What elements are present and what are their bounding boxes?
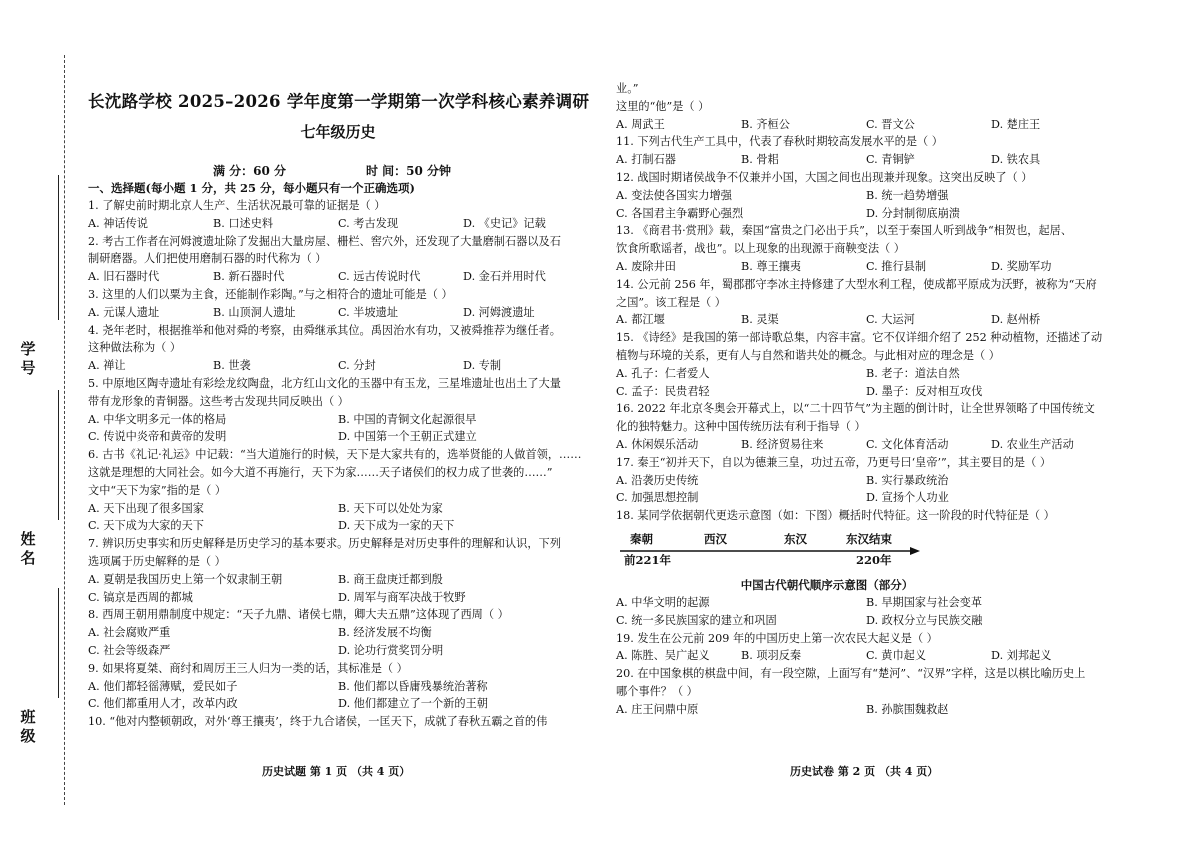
answer-option[interactable]: A. 沿袭历史传统 — [616, 473, 699, 487]
question-stem: 11. 下列古代生产工具中，代表了春秋时期较高发展水平的是（ ） — [616, 135, 943, 149]
question-stem: 化的独特魅力。这种中国传统历法有利于指导（ ） — [616, 420, 866, 434]
answer-option[interactable]: A. 孔子：仁者爱人 — [616, 366, 710, 380]
answer-option[interactable]: C. 加强思想控制 — [616, 491, 699, 505]
answer-option[interactable]: A. 他们都轻徭薄赋，爱民如子 — [88, 679, 238, 693]
answer-option[interactable]: D. 金石并用时代 — [463, 270, 546, 284]
answer-option[interactable]: A. 元谋人遗址 — [88, 305, 160, 319]
answer-option[interactable]: D. 论功行赏奖罚分明 — [338, 643, 444, 657]
binding-margin — [0, 0, 66, 850]
answer-option[interactable]: C. 孟子：民贵君轻 — [616, 384, 710, 398]
answer-option[interactable]: D. 政权分立与民族交融 — [866, 613, 983, 627]
option-row — [616, 647, 1118, 665]
answer-option[interactable]: C. 考古发现 — [338, 216, 399, 230]
answer-option[interactable]: D. 刘邦起义 — [991, 649, 1052, 663]
answer-option[interactable]: C. 社会等级森严 — [88, 643, 171, 657]
section-heading: 一、选择题(每小题 1 分，共 25 分，每小题只有一个正确选项) — [88, 181, 415, 195]
student-id-label: 学 号 — [20, 340, 36, 377]
option-row — [88, 357, 588, 375]
answer-option[interactable]: B. 齐桓公 — [741, 117, 790, 131]
answer-option[interactable]: D. 天下成为一家的天下 — [338, 519, 455, 533]
question-stem: 1. 了解史前时期北京人生产、生活状况最可靠的证据是（ ） — [88, 199, 386, 212]
answer-option[interactable]: C. 各国君主争霸野心强烈 — [616, 206, 744, 220]
page-1 — [88, 0, 588, 731]
option-row — [88, 500, 588, 518]
option-row — [616, 258, 1118, 276]
answer-option[interactable]: B. 尊王攘夷 — [741, 259, 802, 273]
answer-option[interactable]: B. 中国的青铜文化起源很早 — [338, 412, 477, 426]
question-stem: 带有龙形象的青铜器。这些考古发现共同反映出（ ） — [88, 394, 349, 408]
answer-option[interactable]: A. 打制石器 — [616, 153, 676, 167]
question-stem: 5. 中原地区陶寺遗址有彩绘龙纹陶盘，北方红山文化的玉器中有玉龙，三星堆遗址也出土了大量 — [88, 376, 561, 390]
answer-option[interactable]: D. 中国第一个王朝正式建立 — [338, 430, 477, 444]
answer-option[interactable]: B. 实行暴政统治 — [866, 473, 949, 487]
question-stem: 18. 某同学依据朝代更迭示意图（如：下图）概括时代特征。这一阶段的时代特征是（ ） — [616, 509, 1055, 523]
question-list — [616, 594, 1118, 719]
option-row — [88, 517, 588, 535]
answer-option[interactable]: C. 半坡遗址 — [338, 305, 399, 319]
option-row — [88, 304, 588, 322]
page-2-footer: 历史试卷 第 2 页 （共 4 页） — [790, 765, 939, 778]
option-row — [88, 642, 588, 660]
student-name-label: 姓 名 — [20, 530, 36, 567]
option-row — [88, 589, 588, 607]
answer-option[interactable]: A. 废除井田 — [616, 259, 676, 273]
answer-option[interactable]: D. 周军与商军决战于牧野 — [338, 590, 466, 604]
answer-option[interactable]: C. 镐京是西周的都城 — [88, 590, 193, 604]
answer-option[interactable]: B. 经济发展不均衡 — [338, 626, 432, 640]
answer-option[interactable]: C. 推行县制 — [866, 259, 927, 273]
answer-option[interactable]: A. 中华文明多元一体的格局 — [88, 412, 227, 426]
timeline-caption: 中国古代朝代顺序示意图（部分） — [740, 577, 914, 592]
full-score: 满 分：60 分 — [213, 164, 287, 178]
question-stem: 制研磨器。人们把使用磨制石器的时代称为（ ） — [88, 252, 327, 266]
answer-option[interactable]: A. 中华文明的起源 — [616, 595, 710, 609]
answer-option[interactable]: C. 传说中炎帝和黄帝的发明 — [88, 430, 227, 444]
timeline-label: 西汉 — [704, 531, 727, 546]
option-row — [88, 624, 588, 642]
answer-option[interactable]: A. 禅让 — [88, 359, 126, 373]
option-row — [616, 489, 1118, 507]
answer-option[interactable]: C. 分封 — [338, 359, 376, 373]
answer-option[interactable]: B. 天下可以处处为家 — [338, 501, 443, 515]
answer-option[interactable]: B. 灵渠 — [741, 313, 779, 327]
question-stem: 7. 辨识历史事实和历史解释是历史学习的基本要求。历史解释是对历史事件的理解和认识，下列 — [88, 537, 561, 551]
answer-option[interactable]: B. 世袭 — [213, 359, 251, 373]
answer-option[interactable]: C. 天下成为大家的天下 — [88, 519, 204, 533]
timeline-start-year: 前221年 — [624, 552, 672, 567]
option-row — [88, 678, 588, 696]
exam-info — [88, 162, 588, 180]
answer-option[interactable]: A. 旧石器时代 — [88, 270, 160, 284]
question-stem: 13. 《商君书·赏刑》载，秦国“富贵之门必出于兵”，以至于秦国人听到战争“相贺也，起居、 — [616, 224, 1073, 238]
student-name-field — [20, 530, 50, 568]
option-row — [88, 695, 588, 713]
answer-option[interactable]: B. 项羽反秦 — [741, 649, 802, 663]
option-row — [616, 187, 1118, 205]
answer-option[interactable]: D. 墨子：反对相互攻伐 — [866, 384, 983, 398]
option-row — [88, 215, 588, 233]
student-id-blank[interactable] — [58, 175, 59, 320]
answer-option[interactable]: D. 铁农具 — [991, 153, 1041, 167]
binding-line — [64, 55, 65, 805]
question-stem: 4. 尧年老时，根据推举和他对舜的考察，由舜继承其位。禹因治水有功，又被舜推荐为继任者。 — [88, 323, 561, 337]
answer-option[interactable]: C. 文化体育活动 — [866, 437, 949, 451]
answer-option[interactable]: B. 骨耜 — [741, 153, 779, 167]
answer-option[interactable]: B. 商王盘庚迁都到殷 — [338, 572, 443, 586]
answer-option[interactable]: D. 宣扬个人功业 — [866, 491, 949, 505]
timeline-label: 东汉 — [784, 531, 807, 546]
answer-option[interactable]: B. 他们都以昏庸残暴统治著称 — [338, 679, 488, 693]
question-stem: 这种做法称为（ ） — [88, 341, 182, 355]
option-row — [616, 472, 1118, 490]
answer-option[interactable]: A. 陈胜、吴广起义 — [616, 649, 710, 663]
answer-option[interactable]: A. 休闲娱乐活动 — [616, 437, 699, 451]
student-name-blank[interactable] — [58, 390, 59, 520]
answer-option[interactable]: A. 天下出现了很多国家 — [88, 501, 204, 515]
question-stem: 9. 如果将夏桀、商纣和周厉王三人归为一类的话，其标准是（ ） — [88, 661, 408, 675]
answer-option[interactable]: D. 楚庄王 — [991, 117, 1041, 131]
option-row — [88, 428, 588, 446]
question-stem: 这里的“他”是（ ） — [616, 99, 710, 113]
answer-option[interactable]: D. 他们都建立了一个新的王朝 — [338, 697, 488, 711]
answer-option[interactable]: B. 口述史料 — [213, 216, 274, 230]
timeline-label: 秦朝 — [630, 531, 653, 546]
question-stem: 8. 西周王朝用鼎制度中规定：“天子九鼎、诸侯七鼎，卿大夫五鼎”这体现了西周（ ） — [88, 608, 509, 622]
student-class-label: 班 级 — [20, 708, 36, 745]
answer-option[interactable]: A. 都江堰 — [616, 313, 665, 327]
answer-option[interactable]: C. 统一多民族国家的建立和巩固 — [616, 613, 777, 627]
exam-subtitle: 七年级历史 — [300, 123, 376, 141]
question-stem: 业。” — [616, 82, 639, 95]
answer-option[interactable]: D. 奖励军功 — [991, 259, 1052, 273]
question-stem: 之国”。该工程是（ ） — [616, 295, 726, 309]
question-stem: 12. 战国时期诸侯战争不仅兼并小国，大国之间也出现兼并现象。这突出反映了（ ） — [616, 170, 1033, 184]
answer-option[interactable]: A. 庄王问鼎中原 — [616, 702, 699, 716]
question-list — [616, 80, 1118, 525]
question-stem: 20. 在中国象棋的棋盘中间，有一段空隙，上面写有“楚河”、“汉界”字样，这是以棋比喻历史上 — [616, 667, 1086, 681]
option-row — [616, 701, 1118, 719]
question-stem: 文中“天下为家”指的是（ ） — [88, 483, 227, 497]
answer-option[interactable]: D. 农业生产活动 — [991, 437, 1074, 451]
question-stem: 这就是理想的大同社会。如今大道不再施行，天下为家……天子诸侯们的权力成了世袭的……” — [88, 465, 553, 479]
answer-option[interactable]: C. 黄巾起义 — [866, 649, 927, 663]
page-2 — [616, 80, 1118, 719]
option-row — [616, 383, 1118, 401]
option-row — [616, 594, 1118, 612]
timeline-end-year: 220年 — [856, 552, 892, 567]
answer-option[interactable]: D. 分封制彻底崩溃 — [866, 206, 960, 220]
answer-option[interactable]: C. 青铜铲 — [866, 153, 915, 167]
dynasty-timeline — [616, 531, 1118, 577]
option-row — [88, 571, 588, 589]
question-stem: 14. 公元前 256 年，蜀郡郡守李冰主持修建了大型水利工程，使成都平原成为沃野，被称为“天府 — [616, 277, 1097, 291]
answer-option[interactable]: C. 远古传说时代 — [338, 270, 421, 284]
option-row — [616, 311, 1118, 329]
answer-option[interactable]: B. 经济贸易往来 — [741, 437, 824, 451]
question-stem: 选项属于历史解释的是（ ） — [88, 554, 226, 568]
student-id-field — [20, 340, 50, 378]
answer-option[interactable]: A. 神话传说 — [88, 216, 148, 230]
question-stem: 植物与环境的关系，更有人与自然和谐共处的概念。与此相对应的理念是（ ） — [616, 348, 1000, 362]
option-row — [616, 365, 1118, 383]
question-stem: 3. 这里的人们以粟为主食，还能制作彩陶。”与之相符合的遗址可能是（ ） — [88, 287, 453, 301]
option-row — [616, 436, 1118, 454]
answer-option[interactable]: A. 社会腐败严重 — [88, 626, 171, 640]
answer-option[interactable]: D. 赵州桥 — [991, 313, 1041, 327]
answer-option[interactable]: D. 《史记》记载 — [463, 216, 546, 230]
question-stem: 6. 古书《礼记·礼运》中记载：“当大道施行的时候，天下是大家共有的，选举贤能的人做首领，…… — [88, 448, 582, 462]
option-row — [616, 116, 1118, 134]
answer-option[interactable]: B. 统一趋势增强 — [866, 188, 949, 202]
answer-option[interactable]: A. 周武王 — [616, 117, 665, 131]
question-stem: 19. 发生在公元前 209 年的中国历史上第一次农民大起义是（ ） — [616, 631, 938, 645]
option-row — [616, 612, 1118, 630]
option-row — [616, 205, 1118, 223]
answer-option[interactable]: B. 山顶洞人遗址 — [213, 305, 296, 319]
student-class-blank[interactable] — [58, 588, 59, 698]
question-stem: 17. 秦王“初并天下，自以为德兼三皇，功过五帝，乃更号曰‘皇帝’”，其主要目的是（ ） — [616, 455, 1052, 469]
answer-option[interactable]: C. 他们都重用人才，改革内政 — [88, 697, 238, 711]
question-stem: 哪个事件？（ ） — [616, 684, 698, 698]
answer-option[interactable]: C. 晋文公 — [866, 117, 915, 131]
question-stem: 2. 考古工作者在河姆渡遗址除了发掘出大量房屋、栅栏、窖穴外，还发现了大量磨制石器以及石 — [88, 234, 561, 248]
answer-option[interactable]: B. 新石器时代 — [213, 270, 285, 284]
option-row — [88, 411, 588, 429]
question-list — [88, 197, 588, 731]
answer-option[interactable]: B. 老子：道法自然 — [866, 366, 960, 380]
answer-option[interactable]: D. 专制 — [463, 359, 502, 373]
timeline-label: 东汉结束 — [846, 531, 892, 546]
answer-option[interactable]: A. 夏朝是我国历史上第一个奴隶制王朝 — [88, 572, 283, 586]
answer-option[interactable]: C. 大运河 — [866, 313, 915, 327]
option-row — [88, 268, 588, 286]
question-stem: 16. 2022 年北京冬奥会开幕式上，以“二十四节气”为主题的倒计时，让全世界领略了中国传统文 — [616, 402, 1095, 416]
question-stem: 15. 《诗经》是我国的第一部诗歌总集，内容丰富。它不仅详细介绍了 252 种动植物，还描述了动 — [616, 331, 1103, 345]
student-class-field — [20, 708, 50, 746]
answer-option[interactable]: B. 早期国家与社会变革 — [866, 595, 983, 609]
answer-option[interactable]: A. 变法使各国实力增强 — [616, 188, 732, 202]
time-limit: 时 间：50 分钟 — [366, 164, 452, 178]
question-stem: 饮食所歌谣者，战也”。以上现象的出现源于商鞅变法（ ） — [616, 242, 905, 256]
exam-title: 长沈路学校 2025–2026 学年度第一学期第一次学科核心素养调研 — [88, 92, 590, 111]
answer-option[interactable]: D. 河姆渡遗址 — [463, 305, 535, 319]
answer-option[interactable]: B. 孙膑围魏救赵 — [866, 702, 949, 716]
question-stem: 10. “他对内整顿朝政，对外‘尊王攘夷’，终于九合诸侯，一匡天下，成就了春秋五霸之首的伟 — [88, 715, 548, 729]
option-row — [616, 151, 1118, 169]
page-1-footer: 历史试题 第 1 页 （共 4 页） — [262, 765, 411, 778]
